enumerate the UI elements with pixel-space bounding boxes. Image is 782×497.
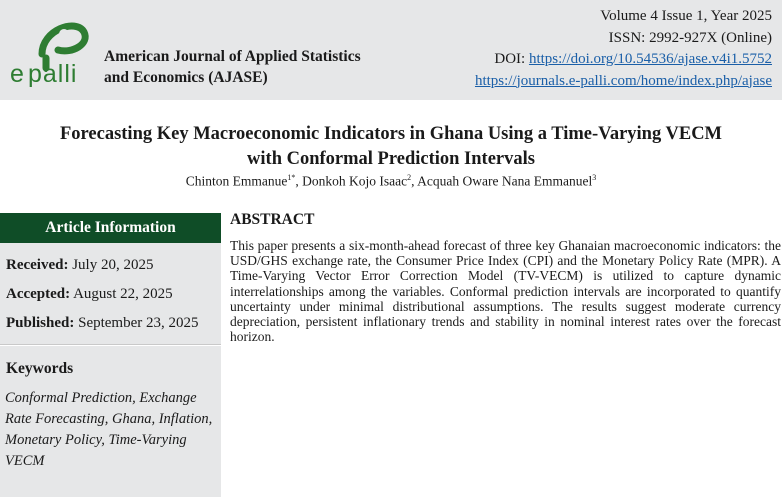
received-label: Received: (6, 257, 69, 273)
paper-title-line-1: Forecasting Key Macroeconomic Indicators in Ghana Using a Time-Varying VECM (59, 124, 723, 144)
author-name: Donkoh Kojo Isaac (302, 173, 408, 189)
author-affiliation: 3 (592, 173, 597, 182)
doi-line (475, 49, 772, 71)
volume-issue: Volume 4 Issue 1, Year 2025 (600, 8, 772, 24)
doi-link[interactable]: https://doi.org/10.54536/ajase.v4i1.5752 (528, 51, 772, 67)
received-date (0, 251, 221, 280)
accepted-value: August 22, 2025 (73, 286, 173, 302)
received-value: July 20, 2025 (72, 257, 154, 273)
doi-label: DOI: (494, 51, 529, 67)
paper-title-line-2: with Conformal Prediction Intervals (247, 149, 535, 169)
paper-title (0, 122, 782, 172)
published-label: Published: (6, 315, 75, 331)
accepted-date (0, 280, 221, 309)
journal-link[interactable]: https://journals.e-palli.com/home/index.php/ajase (474, 72, 772, 89)
author-name: Chinton Emmanue (185, 173, 288, 189)
published-value: September 23, 2025 (78, 315, 199, 331)
abstract-heading: ABSTRACT (230, 211, 315, 228)
author-affiliation: 1* (287, 173, 296, 182)
sidebar-divider (0, 344, 221, 346)
issn: ISSN: 2992-927X (Online) (608, 29, 772, 46)
article-info-heading: Article Information (0, 213, 221, 243)
keywords-list: Conformal Prediction, Exchange Rate Forecasting, Ghana, Inflation, Monetary Policy, Time-Varying VECM (5, 390, 213, 469)
journal-name: American Journal of Applied Statistics and Economics (AJASE) (104, 48, 361, 86)
author-name: Acquah Oware Nana Emmanuel (417, 173, 593, 189)
logo-wordmark: e palli (10, 60, 78, 88)
journal-meta (475, 6, 772, 92)
author-affiliation: 2 (407, 173, 412, 182)
author-list: Chinton Emmanue$^{1*}$, Donkoh Kojo Isaac$^2$, Acquah Oware Nana Emmanuel$^3$ (185, 173, 597, 189)
accepted-label: Accepted: (6, 286, 71, 302)
journal-header (0, 0, 782, 100)
keywords-heading: Keywords (6, 360, 74, 377)
published-date (0, 309, 221, 338)
article-info-sidebar (0, 213, 221, 497)
abstract-text: This paper presents a six-month-ahead forecast of three key Ghanaian macroeconomic indicators: the USD/GHS exchange rate, the Consumer Price Index (CPI) and the Monetary Policy Rate (MPR). A Time-Varying Vector Error Correction Model (TV-VECM) is utilized to capture dynamic interrelationships among the variables. Conformal prediction intervals are incorporated to quantify uncertainty under minimal distributional assumptions. The results suggest moderate currency depreciation, persistent inflationary trends and stability in nominal interest rates over the forecast horizon. (230, 238, 781, 345)
